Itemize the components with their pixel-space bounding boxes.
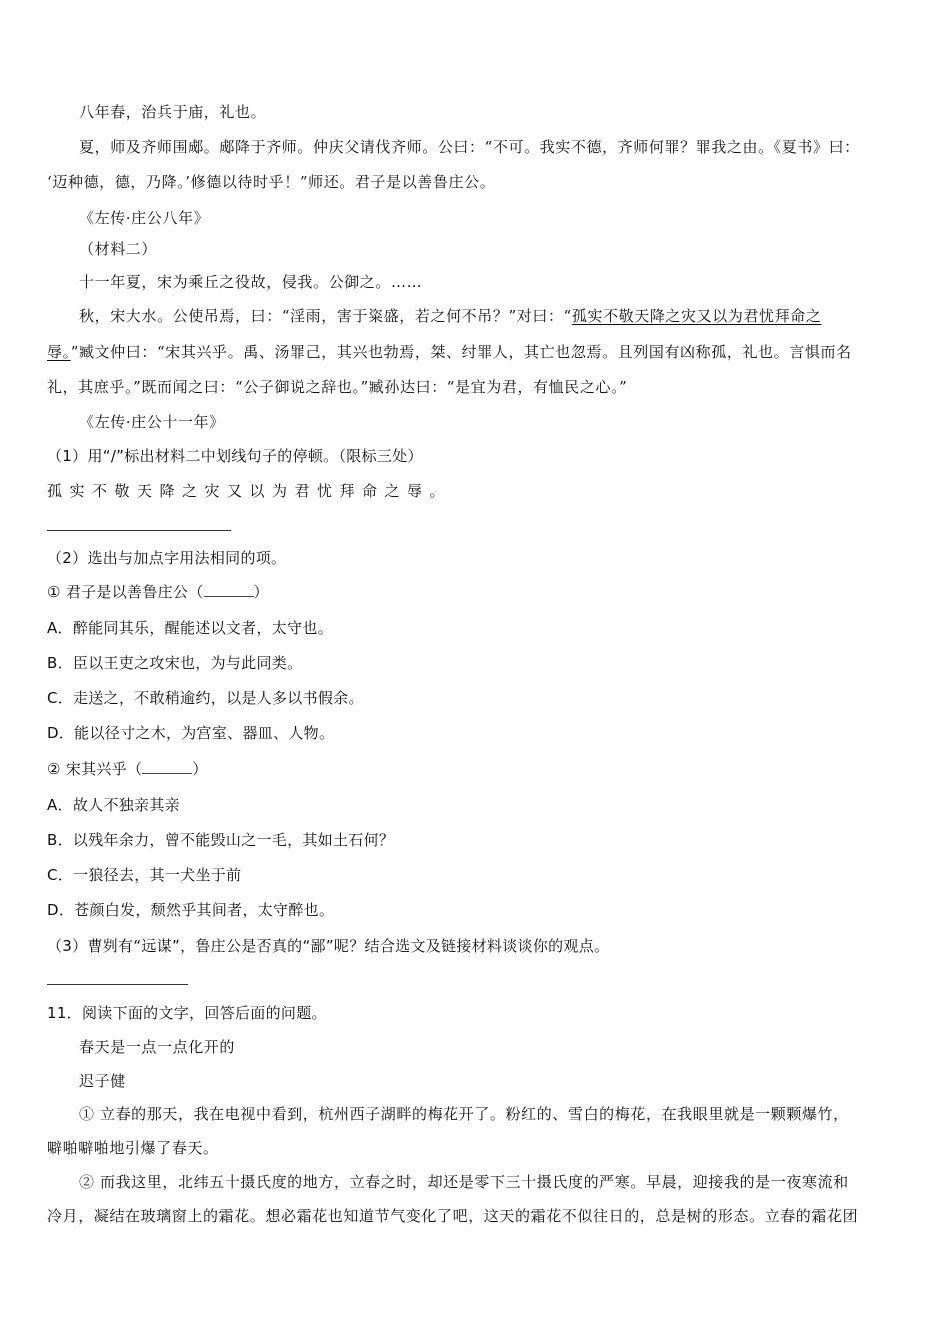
sub-2-stem-close: ） [192,760,208,778]
sub-2-option-c: C．一狼径去，其一犬坐于前 [47,866,242,884]
material-two-line-3 [47,342,852,362]
sub-1-stem-close: ） [253,583,269,601]
material-one-line-2: 夏，师及齐师围郕。郕降于齐师。仲庆父请伐齐师。公曰：“不可。我实不德，齐师何罪？罪我之由。《夏书》曰： [79,138,860,156]
question-3-prompt: （3）曹刿有“远谋”，鲁庄公是否真的“鄙”呢？结合选文及链接材料谈谈你的观点。 [47,937,610,955]
sub-2-option-d: D．苍颜白发，颓然乎其间者，太守醉也。 [47,901,335,919]
question-1-sentence: 孤实不敬天降之灾又以为君忧拜命之辱。 [47,482,453,500]
sub-1-option-b: B．臣以王吏之攻宋也，为与此同类。 [47,654,303,672]
question-2-sub-1-stem [47,582,269,602]
paragraph-1-line-1: ① 立春的那天，我在电视中看到，杭州西子湖畔的梅花开了。粉红的、雪白的梅花，在我眼里就是一颗颗爆竹， [79,1105,849,1123]
question-1-prompt: （1）用“/”标出材料二中划线句子的停顿。（限标三处） [47,447,423,465]
material-two-line-2-prefix: 秋，宋大水。公使吊焉，曰：“淫雨，害于粢盛，若之何不吊？”对曰：“ [79,307,572,325]
material-two-line-3-rest: ”臧文仲曰：“宋其兴乎。禹、汤罪己，其兴也勃焉，桀、纣罪人，其亡也忽焉。且列国有凶称孤，礼也。言惧而名 [70,343,852,361]
sub-1-option-c: C．走送之，不敢稍逾约，以是人多以书假余。 [47,689,364,707]
sub-2-stem-text: ② 宋其兴乎（ [47,760,143,778]
material-two-line-1: 十一年夏，宋为乘丘之役故，侵我。公御之。…… [79,273,423,291]
answer-line-question-3[interactable] [47,984,188,985]
material-one-source: 《左传·庄公八年》 [79,209,210,227]
sub-1-stem-text: ① 君子是以善鲁庄公（ [47,583,204,601]
underlined-sentence-part-1: 孤实不敬天降之灾又以为君忧拜命之 [571,307,822,325]
paragraph-2-line-2: 冷月，凝结在玻璃窗上的霜花。想必霜花也知道节气变化了吧，这天的霜花不似往日的，总是树的形态。立春的霜花团 [47,1207,859,1225]
article-author: 迟子健 [79,1072,126,1090]
material-two-heading: （材料二） [79,240,158,258]
answer-blank-sub-1[interactable] [204,582,254,597]
material-two-source: 《左传·庄公十一年》 [79,413,225,431]
material-one-line-3: ‘迈种德，德，乃降。’修德以待时乎！”师还。君子是以善鲁庄公。 [47,173,496,191]
paragraph-2-line-1: ② 而我这里，北纬五十摄氏度的地方，立春之时，却还是零下三十摄氏度的严寒。早晨，迎接我的是一夜寒流和 [79,1173,849,1191]
material-two-line-2 [79,306,821,326]
sub-1-option-d: D．能以径寸之木，为宫室、器皿、人物。 [47,724,335,742]
question-2-prompt: （2）选出与加点字用法相同的项。 [47,549,287,567]
paragraph-1-line-2: 噼啪噼啪地引爆了春天。 [47,1139,219,1157]
sub-2-option-b: B．以残年余力，曾不能毁山之一毛，其如土石何？ [47,831,395,849]
sub-1-option-a: A．醉能同其乐，醒能述以文者，太守也。 [47,619,333,637]
material-one-line-1: 八年春，治兵于庙，礼也。 [79,103,267,121]
question-2-sub-2-stem [47,759,208,779]
answer-blank-sub-2[interactable] [142,759,192,774]
sub-2-option-a: A．故人不独亲其亲 [47,796,180,814]
material-two-line-4: 礼，其庶乎。”既而闻之曰：“公子御说之辞也。”臧孙达曰：“是宜为君，有恤民之心。” [47,378,628,396]
article-title: 春天是一点一点化开的 [79,1038,236,1056]
question-11-prompt: 11．阅读下面的文字，回答后面的问题。 [47,1004,327,1022]
answer-line-question-1[interactable] [47,530,231,531]
underlined-sentence-part-2: 辱。 [47,343,71,361]
